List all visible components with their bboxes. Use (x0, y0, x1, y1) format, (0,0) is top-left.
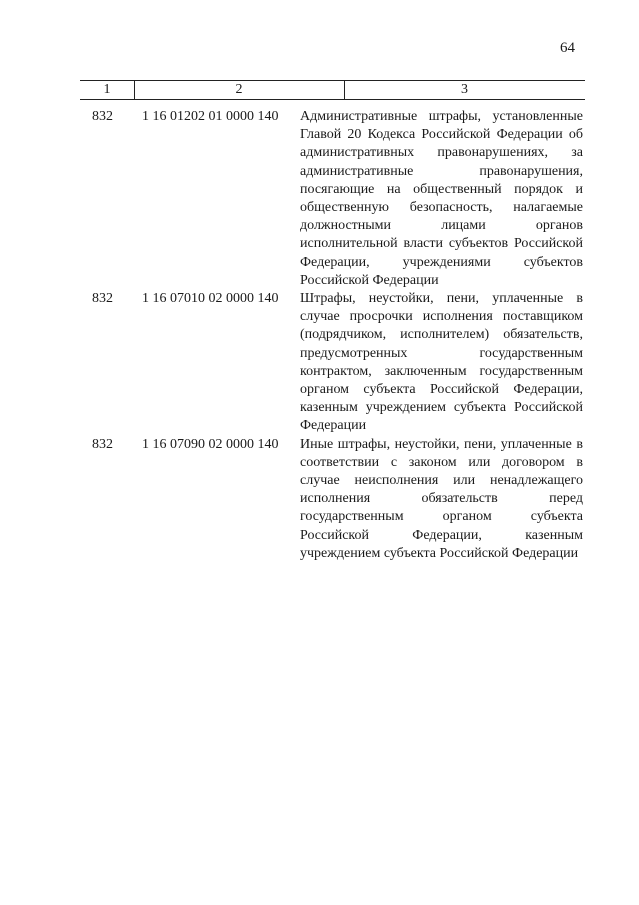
table-header (80, 80, 585, 100)
table-row (80, 108, 585, 290)
admin-code: 832 (92, 436, 113, 452)
income-description: Иные штрафы, неустойки, пени, уплаченные в соответствии с законом или договором в случае неисполнения или ненадлежащего исполнения обязательств перед государственным органом субъекта Российской Федерации, казенным учреждением субъекта Российской Федерации (300, 436, 583, 561)
header-col-3: 3 (461, 82, 468, 97)
table-body (80, 108, 585, 563)
admin-code: 832 (92, 109, 113, 124)
income-code: 1 16 01202 01 0000 140 (142, 109, 279, 124)
admin-code: 832 (92, 291, 113, 307)
income-description: Штрафы, неустойки, пени, уплаченные в случае просрочки исполнения поставщиком (подрядчиком, исполнителем) обязательств, предусмотренных государственным контрактом, заключенным государственным органом субъекта Российской Федерации, казенным учреждением субъекта Российской Федерации (300, 291, 583, 434)
header-col-2: 2 (235, 82, 243, 97)
income-description: Административные штрафы, установленные Главой 20 Кодекса Российской Федерации об административных правонарушениях, за административные правонарушения, посягающие на общественный порядок и общественную безопасность, налагаемые должностными лицами органов исполнительной власти субъектов Российской Федерации, учреждениями субъектов Российской Федерации (300, 109, 583, 288)
income-code: 1 16 07010 02 0000 140 (142, 291, 279, 307)
header-col-1: 1 (103, 82, 111, 97)
income-code: 1 16 07090 02 0000 140 (142, 436, 279, 452)
table-row (80, 436, 585, 563)
page-number: 64 (560, 40, 575, 56)
table-row (80, 290, 585, 436)
